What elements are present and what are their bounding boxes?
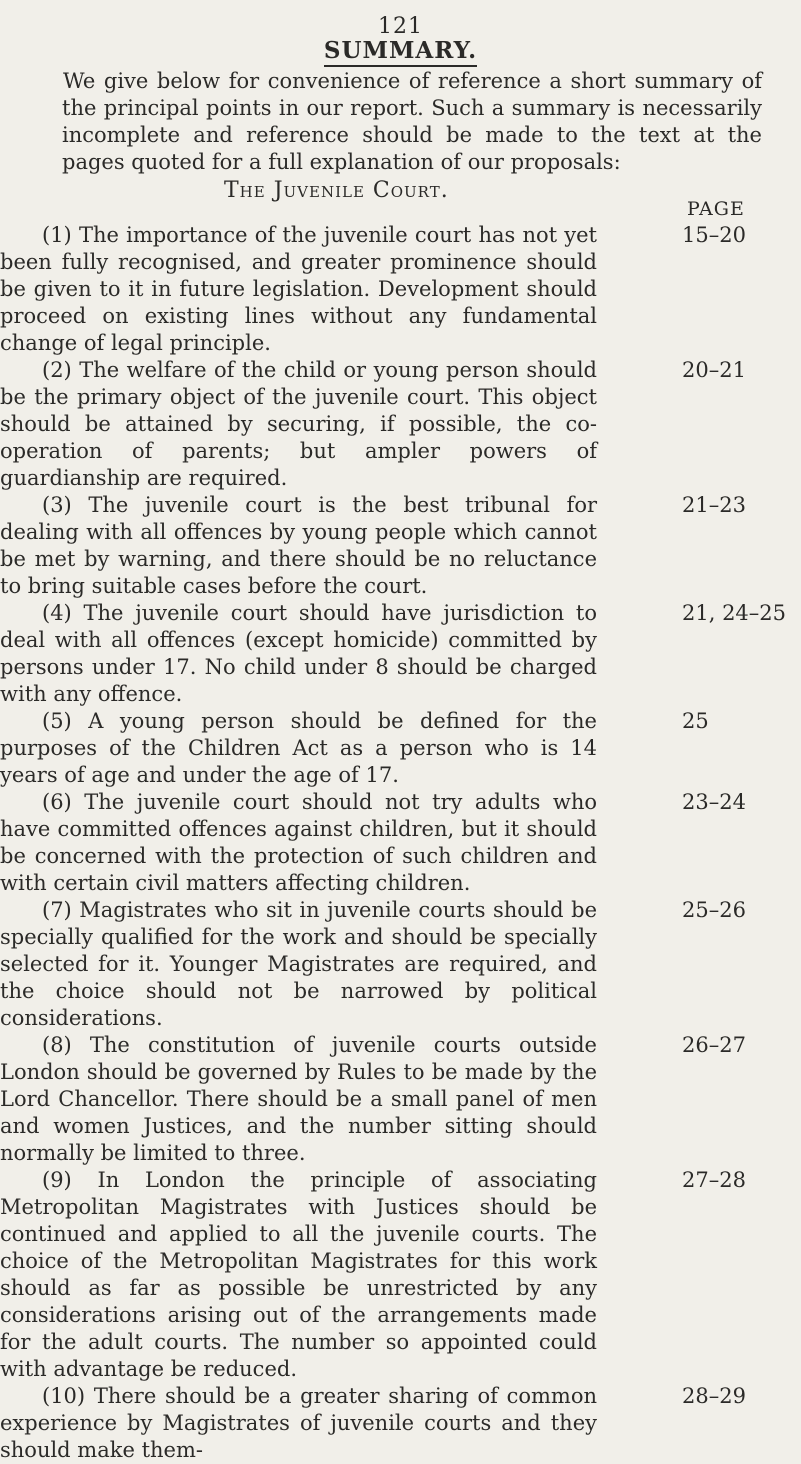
list-item-text: (4) The juvenile court should have jurisdiction to deal with all offences (except homicide) committed by persons under 17. No child under 8 should be charged with any offence. (0, 601, 597, 706)
page-title (0, 37, 801, 64)
list-item-text: (9) In London the principle of associating Metropolitan Magistrates with Justices should be continued and applied to all the juvenile courts. The choice of the Metropolitan Magistrates for this work should as far as possible be unrestricted by any considerations arising out of the arrangements made for the adult courts. The number so appointed could with advantage be reduced. (0, 1168, 597, 1381)
list-item (0, 1032, 801, 1167)
list-item-text: (6) The juvenile court should not try adults who have committed offences against children, but it should be concerned with the protection of such children and with certain civil matters affecting children. (0, 790, 597, 895)
list-item-pages: 26–27 (682, 1033, 746, 1057)
intro-paragraph: We give below for convenience of reference a short summary of the principal points in our report. Such a summary is necessarily incomplete and reference should be made to the text at the pages quoted for a full explanation of our proposals: (62, 69, 762, 174)
page-title-text: SUMMARY. (324, 37, 477, 67)
list-item-pages: 27–28 (682, 1168, 746, 1192)
list-item-text: (5) A young person should be defined for the purposes of the Children Act as a person who is 14 years of age and under the age of 17. (0, 709, 597, 787)
list-item-pages: 25–26 (682, 898, 746, 922)
section-title: The Juvenile Court. (224, 178, 449, 203)
page-number: 121 (378, 14, 423, 39)
list-item (0, 222, 801, 357)
list-item (0, 357, 801, 492)
list-item-pages: 28–29 (682, 1384, 746, 1408)
list-item-text: (7) Magistrates who sit in juvenile courts should be specially qualified for the work and should be specially selected for it. Younger Magistrates are required, and the choice should not be narrowed by political considerations. (0, 898, 597, 1030)
summary-list (0, 222, 801, 1464)
list-item-text: (8) The constitution of juvenile courts outside London should be governed by Rules to be made by the Lord Chancellor. There should be a small panel of men and women Justices, and the number sitting should normally be limited to three. (0, 1033, 597, 1165)
list-item (0, 492, 801, 600)
list-item (0, 789, 801, 897)
list-item-pages: 23–24 (682, 790, 746, 814)
list-item-pages: 15–20 (682, 223, 746, 247)
list-item-text: (1) The importance of the juvenile court has not yet been fully recognised, and greater prominence should be given to it in future legislation. Development should proceed on existing lines without any fundamental change of legal principle. (0, 223, 597, 355)
list-item-pages: 20–21 (682, 358, 746, 382)
list-item-pages: 25 (682, 709, 709, 733)
list-item (0, 708, 801, 789)
list-item (0, 1383, 801, 1464)
list-item (0, 1167, 801, 1383)
page-column-label: PAGE (687, 198, 745, 220)
list-item-text: (2) The welfare of the child or young person should be the primary object of the juvenile court. This object should be attained by securing, if possible, the co-operation of parents; but ampler powers of guardianship are required. (0, 358, 597, 490)
list-item (0, 600, 801, 708)
list-item-text: (3) The juvenile court is the best tribunal for dealing with all offences by young people which cannot be met by warning, and there should be no reluctance to bring suitable cases before the court. (0, 493, 597, 598)
list-item-pages: 21–23 (682, 493, 746, 517)
list-item-text: (10) There should be a greater sharing of common experience by Magistrates of juvenile courts and they should make them- (0, 1384, 597, 1462)
list-item (0, 897, 801, 1032)
list-item-pages: 21, 24–25 (682, 601, 787, 625)
